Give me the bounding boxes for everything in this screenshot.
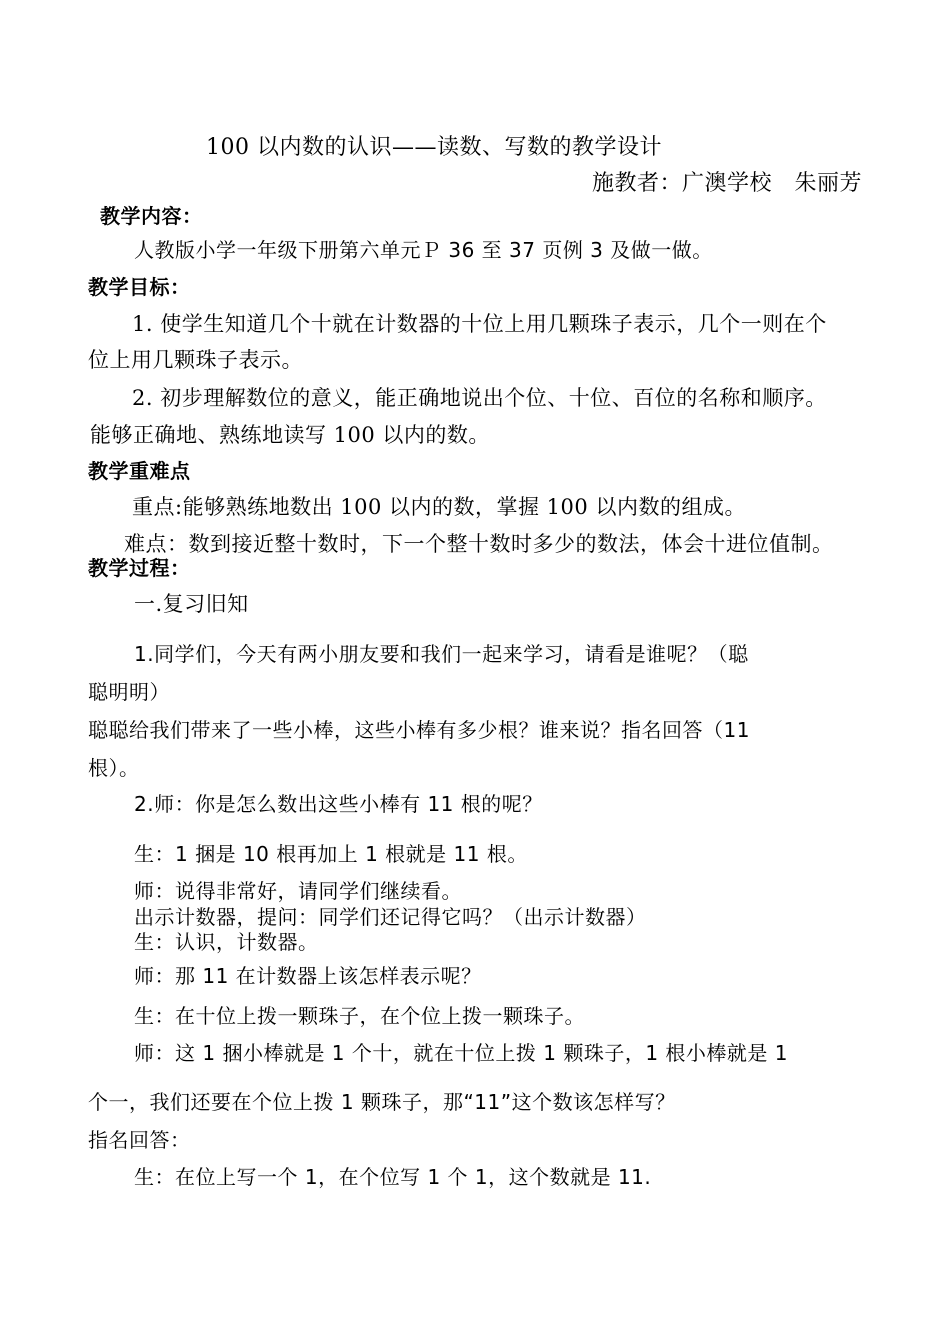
content-text: 人教版小学一年级下册第六单元Ｐ 36 至 37 页例 3 及做一做。 — [134, 238, 713, 262]
paragraph-2-line-2: 根）。 — [88, 756, 140, 780]
section-heading-content: 教学内容： — [100, 204, 203, 228]
section-heading-key-points: 教学重难点 — [88, 459, 191, 483]
goal-2-line-1: 2. 初步理解数位的意义，能正确地说出个位、十位、百位的名称和顺序。 — [132, 386, 827, 410]
difficult-point: 难点：数到接近整十数时，下一个整十数时多少的数法，体会十进位值制。 — [124, 532, 834, 556]
paragraph-8: 师：那 11 在计数器上该怎样表示呢？ — [134, 964, 482, 988]
document-author: 施教者：广澳学校 朱丽芳 — [591, 171, 862, 196]
paragraph-12: 生：在位上写一个 1，在个位写 1 个 1，这个数就是 11. — [134, 1165, 652, 1189]
paragraph-10-line-1: 师：这 1 捆小棒就是 1 个十，就在十位上拨 1 颗珠子，1 根小棒就是 1 — [134, 1041, 788, 1065]
review-heading: 一.复习旧知 — [134, 592, 249, 616]
paragraph-4: 生：1 捆是 10 根再加上 1 根就是 11 根。 — [134, 842, 528, 866]
section-heading-process: 教学过程： — [88, 556, 191, 580]
paragraph-9: 生：在十位上拨一颗珠子，在个位上拨一颗珠子。 — [134, 1004, 585, 1028]
goal-1-line-1: 1. 使学生知道几个十就在计数器的十位上用几颗珠子表示，几个一则在个 — [132, 312, 827, 336]
section-heading-goals: 教学目标： — [88, 275, 191, 299]
paragraph-2-line-1: 聪聪给我们带来了一些小棒，这些小棒有多少根？谁来说？指名回答（11 — [88, 718, 750, 742]
paragraph-1-line-2: 聪明明） — [88, 680, 170, 704]
goal-2-line-2: 能够正确地、熟练地读写 100 以内的数。 — [90, 423, 490, 447]
paragraph-3: 2.师：你是怎么数出这些小棒有 11 根的呢？ — [134, 792, 543, 816]
paragraph-11: 指名回答： — [88, 1128, 191, 1152]
paragraph-1-line-1: 1.同学们，今天有两小朋友要和我们一起来学习，请看是谁呢？（聪 — [134, 642, 749, 666]
document-title: 100 以内数的认识——读数、写数的教学设计 — [206, 135, 662, 160]
paragraph-5: 师：说得非常好，请同学们继续看。 — [134, 879, 462, 903]
goal-1-line-2: 位上用几颗珠子表示。 — [88, 348, 303, 372]
paragraph-6: 出示计数器，提问：同学们还记得它吗？（出示计数器） — [134, 905, 647, 929]
key-point: 重点:能够熟练地数出 100 以内的数，掌握 100 以内数的组成。 — [132, 495, 746, 519]
paragraph-7: 生：认识，计数器。 — [134, 930, 319, 954]
paragraph-10-line-2: 个一，我们还要在个位上拨 1 颗珠子，那“11”这个数该怎样写？ — [88, 1090, 676, 1114]
